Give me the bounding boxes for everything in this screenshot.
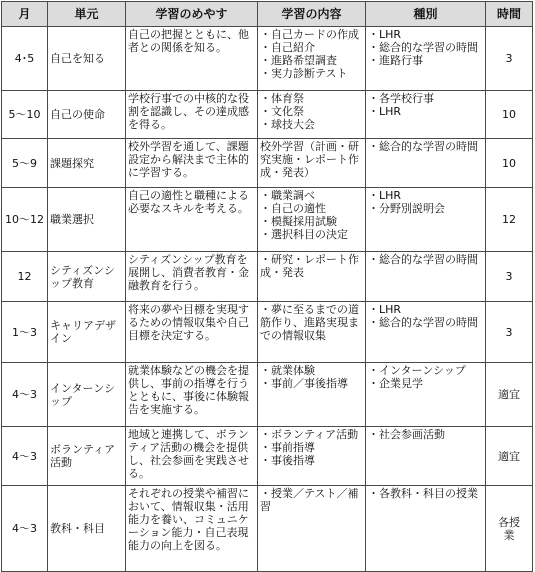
cell-type <box>366 139 486 188</box>
cell-unit: ボランティア活動 <box>48 427 126 486</box>
cell-hours: 3 <box>486 302 533 363</box>
table-row <box>2 427 533 486</box>
cell-hours: 3 <box>486 252 533 302</box>
type-item: ・企業見学 <box>368 377 423 390</box>
content-item: ・体育祭 <box>260 92 304 105</box>
cell-goal: 自己の把握とともに、他者との関係を知る。 <box>126 27 258 91</box>
header-unit: 単元 <box>48 2 126 27</box>
content-item: ・自己の適性 <box>260 202 326 215</box>
header-row <box>2 2 533 27</box>
cell-goal: 自己の適性と職種による必要なスキルを考える。 <box>126 188 258 252</box>
cell-goal: 就業体験などの機会を提供し、事前の指導を行うとともに、事後に体験報告を実施する。 <box>126 363 258 427</box>
type-item: ・進路行事 <box>368 54 423 67</box>
header-content: 学習の内容 <box>258 2 366 27</box>
cell-goal: それぞれの授業や補習において、情報収集・活用能力を養い、コミュニケーション能力・自己表現能力の向上を図る。 <box>126 486 258 572</box>
content-item: ・自己紹介 <box>260 41 315 54</box>
cell-month: 4･5 <box>2 27 48 91</box>
table-row <box>2 27 533 91</box>
type-item: ・分野別説明会 <box>368 202 445 215</box>
type-item: ・総合的な学習の時間 <box>368 316 478 329</box>
cell-content <box>258 91 366 139</box>
content-item: ・事前指導 <box>260 441 315 454</box>
cell-hours: 適宜 <box>486 427 533 486</box>
type-item: ・LHR <box>368 105 402 118</box>
cell-unit: 職業選択 <box>48 188 126 252</box>
cell-hours: 10 <box>486 91 533 139</box>
cell-content: 校外学習（計画・研究実施・レポート作成・発表） <box>258 139 366 188</box>
cell-unit: インターンシップ <box>48 363 126 427</box>
content-item: ・事前／事後指導 <box>260 377 348 390</box>
cell-goal: 地域と連携して、ボランティア活動の機会を提供し、社会参画を実践させる。 <box>126 427 258 486</box>
cell-type <box>366 188 486 252</box>
cell-unit: キャリアデザイン <box>48 302 126 363</box>
header-type: 種別 <box>366 2 486 27</box>
content-item: ・自己カードの作成 <box>260 28 359 41</box>
content-item: ・ボランティア活動 <box>260 428 359 441</box>
cell-unit: 自己を知る <box>48 27 126 91</box>
cell-content: ・授業／テスト／補習 <box>258 486 366 572</box>
cell-hours: 適宜 <box>486 363 533 427</box>
cell-month: 5〜9 <box>2 139 48 188</box>
table-row <box>2 302 533 363</box>
type-item: ・総合的な学習の時間 <box>368 253 478 266</box>
content-item: ・文化祭 <box>260 105 304 118</box>
table-row <box>2 486 533 572</box>
cell-month: 12 <box>2 252 48 302</box>
cell-type <box>366 252 486 302</box>
cell-type <box>366 427 486 486</box>
cell-type <box>366 27 486 91</box>
cell-hours: 3 <box>486 27 533 91</box>
cell-type: ・各教科・科目の授業 <box>366 486 486 572</box>
type-item: ・LHR <box>368 303 402 316</box>
cell-unit: 課題探究 <box>48 139 126 188</box>
type-item: ・LHR <box>368 28 402 41</box>
cell-content <box>258 27 366 91</box>
type-item: ・総合的な学習の時間 <box>368 140 478 153</box>
cell-content <box>258 188 366 252</box>
table-row <box>2 252 533 302</box>
table-row <box>2 91 533 139</box>
cell-unit: 教科・科目 <box>48 486 126 572</box>
content-item: ・実力診断テスト <box>260 67 348 80</box>
cell-month: 5〜10 <box>2 91 48 139</box>
content-item: ・球技大会 <box>260 118 315 131</box>
type-item: ・社会参画活動 <box>368 428 445 441</box>
type-item: ・LHR <box>368 189 402 202</box>
cell-content <box>258 427 366 486</box>
cell-unit: 自己の使命 <box>48 91 126 139</box>
type-item: ・インターンシップ <box>368 364 466 377</box>
cell-month: 4〜3 <box>2 427 48 486</box>
cell-unit: シティズンシップ教育 <box>48 252 126 302</box>
cell-hours: 10 <box>486 139 533 188</box>
cell-month: 4〜3 <box>2 363 48 427</box>
cell-month: 1〜3 <box>2 302 48 363</box>
header-hours: 時間 <box>486 2 533 27</box>
curriculum-table <box>1 1 533 572</box>
type-item: ・総合的な学習の時間 <box>368 41 478 54</box>
content-item: ・進路希望調査 <box>260 54 337 67</box>
cell-hours <box>486 486 533 572</box>
content-item: ・就業体験 <box>260 364 315 377</box>
type-item: ・各学校行事 <box>368 92 434 105</box>
cell-goal: 校外学習を通して、課題設定から解決まで主体的に学習する。 <box>126 139 258 188</box>
cell-content <box>258 363 366 427</box>
cell-content: ・研究・レポート作成・発表 <box>258 252 366 302</box>
table-row <box>2 363 533 427</box>
cell-month: 10〜12 <box>2 188 48 252</box>
cell-goal: 将来の夢や目標を実現するための情報収集や自己目標を決定する。 <box>126 302 258 363</box>
cell-type <box>366 302 486 363</box>
content-item: ・選択科目の決定 <box>260 228 348 241</box>
cell-content: ・夢に至るまでの道筋作り、進路実現までの情報収集 <box>258 302 366 363</box>
header-month: 月 <box>2 2 48 27</box>
content-item: ・事後指導 <box>260 454 315 467</box>
cell-type <box>366 363 486 427</box>
content-item: ・模擬採用試験 <box>260 215 337 228</box>
table-row <box>2 188 533 252</box>
cell-hours: 12 <box>486 188 533 252</box>
cell-goal: シティズンシップ教育を展開し、消費者教育・金融教育を行う。 <box>126 252 258 302</box>
cell-month: 4〜3 <box>2 486 48 572</box>
content-item: ・職業調べ <box>260 189 315 202</box>
cell-type <box>366 91 486 139</box>
hours-text: 各授業 <box>498 515 520 542</box>
header-goal: 学習のめやす <box>126 2 258 27</box>
cell-goal: 学校行事での中核的な役割を認識し、その達成感を得る。 <box>126 91 258 139</box>
table-row <box>2 139 533 188</box>
